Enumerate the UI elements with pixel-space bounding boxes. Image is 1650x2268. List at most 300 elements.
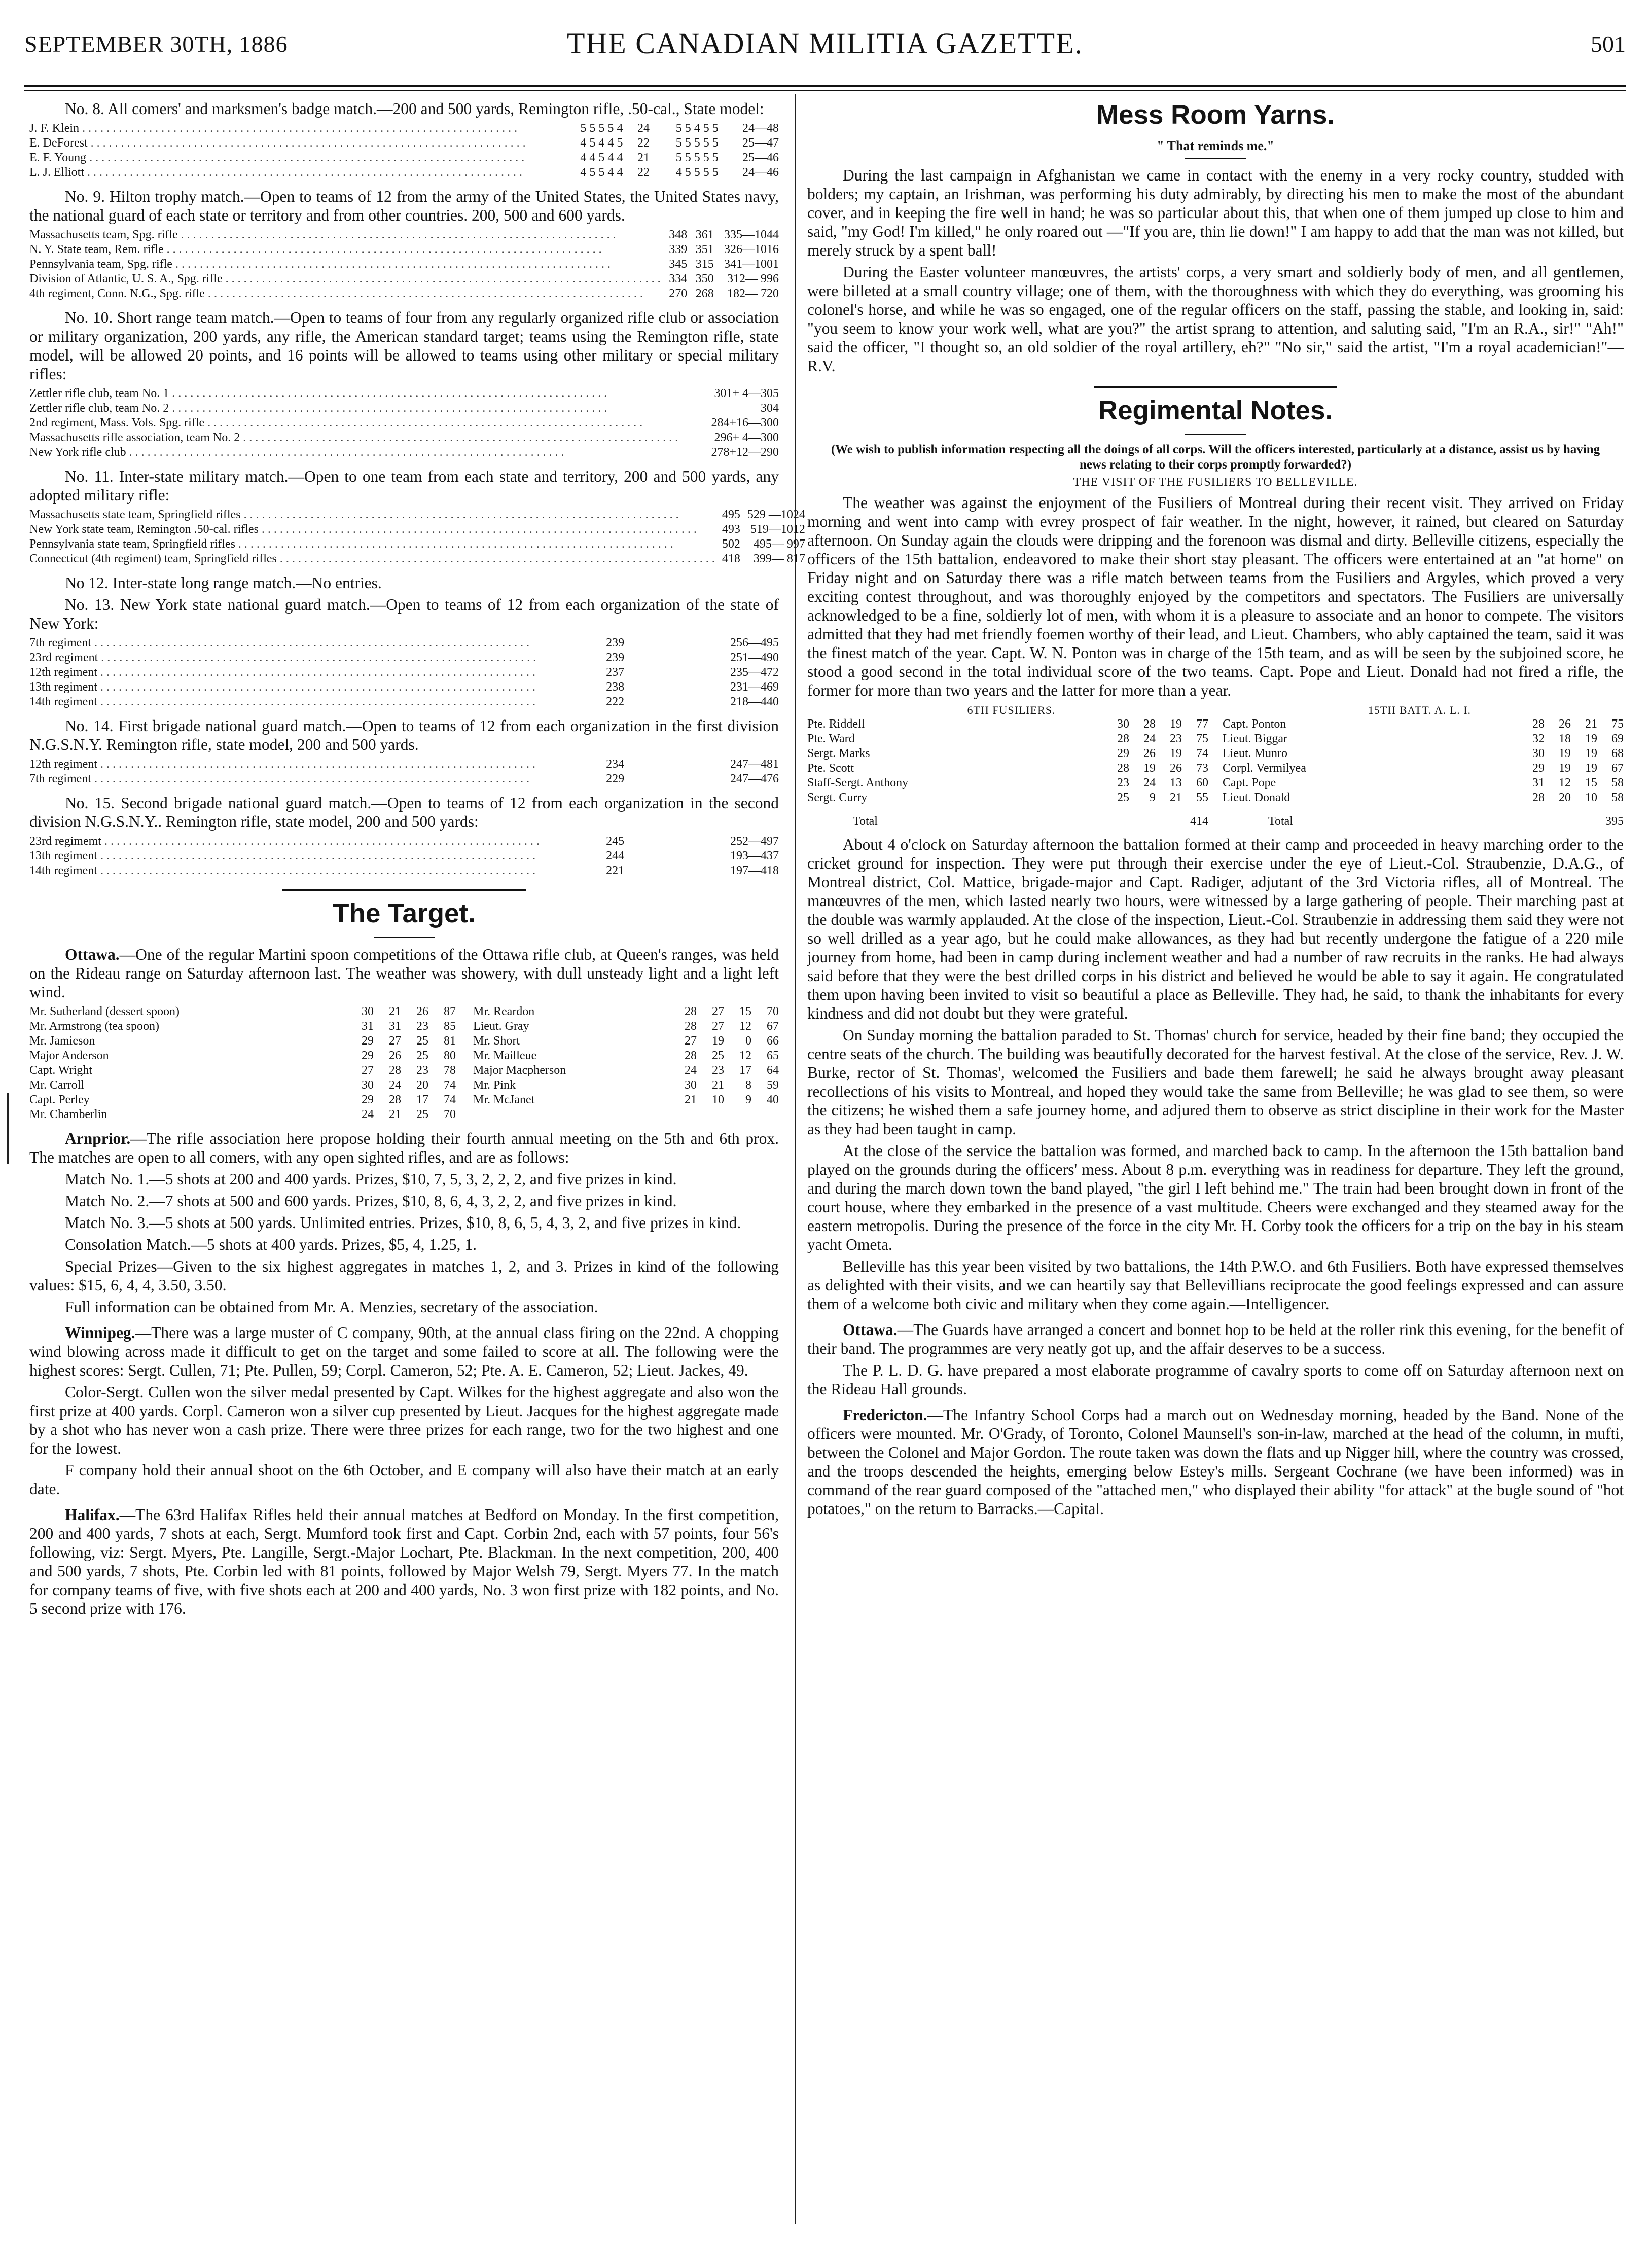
- score-cell: 23: [416, 1020, 428, 1033]
- table-row: [29, 1019, 779, 1034]
- paragraph-text: —There was a large muster of C company, 90th, at the annual class firing on the 22nd. A chopping wind blowing across made it difficult to get on the target and some failed to score at all. The following were the highest scores: Sergt. Cullen, 71; Pte. Pullen, 59; Corpl. Cameron, 52; Pte. A. E. Cameron, 52; Lieut. Jackes, 49.: [29, 1324, 779, 1379]
- total-cell: 231—469: [730, 680, 779, 694]
- shooter-name: Mr. Mailleue: [473, 1049, 537, 1062]
- total-cell: 301+ 4—305: [714, 387, 779, 400]
- total-cell: 341—1001: [724, 258, 779, 271]
- score-cell: 28: [1117, 732, 1129, 745]
- regiment-name: 23rd regimemt: [29, 835, 101, 848]
- belleville-match-scores: [807, 717, 1624, 829]
- issue-date: SEPTEMBER 30TH, 1886: [24, 31, 288, 57]
- ottawa-paragraph: [29, 945, 779, 1001]
- total-row: [1223, 805, 1624, 829]
- score-cell: 348: [669, 228, 688, 241]
- score-cell: 221: [606, 864, 625, 877]
- regiment-name: 13th regiment: [29, 849, 97, 862]
- score-cell: 12: [739, 1020, 751, 1033]
- total-cell: 182— 720: [727, 287, 779, 300]
- section-rule-short: [1185, 434, 1246, 435]
- score-cell: 12: [739, 1049, 751, 1062]
- score-cell: 25: [416, 1108, 428, 1121]
- match-9-table: [29, 228, 779, 301]
- section-rule-short: [374, 937, 435, 938]
- team-total: 395: [1605, 815, 1624, 828]
- score-cell: 4 5 5 4 4: [580, 166, 623, 179]
- score-cell: 5 5 4 5 5: [675, 122, 719, 135]
- shooter-name: Corpl. Vermilyea: [1223, 762, 1306, 775]
- shooter-name: Capt. Wright: [29, 1064, 92, 1077]
- table-row: [29, 121, 779, 136]
- shooter-name: Mr. Sutherland (dessert spoon): [29, 1005, 180, 1018]
- score-cell: 23: [1170, 732, 1182, 745]
- score-cell: 26: [416, 1005, 428, 1018]
- score-cell: 238: [606, 680, 625, 694]
- ottawa-guards-paragraph: [807, 1320, 1624, 1358]
- total-cell: 40: [767, 1093, 779, 1106]
- team-name: Connecticut (4th regiment) team, Springfield rifles: [29, 552, 277, 565]
- match-11-table: [29, 508, 805, 566]
- table-row: [1223, 776, 1624, 790]
- score-cell: 239: [606, 636, 625, 650]
- table-row: [29, 165, 779, 180]
- place-lead: Fredericton.: [843, 1406, 927, 1424]
- shooter-name: Capt. Ponton: [1223, 717, 1286, 731]
- score-cell: 15: [739, 1005, 751, 1018]
- score-cell: 345: [669, 258, 688, 271]
- total-cell: 87: [443, 1005, 456, 1018]
- table-row: [29, 636, 779, 651]
- total-cell: 75: [1611, 717, 1624, 731]
- score-cell: 4 5 5 5 5: [675, 166, 719, 179]
- paragraph-text: —The Infantry School Corps had a march out on Wednesday morning, headed by the Band. None of the officers were mounted. Mr. O'Grady, of Toronto, Colonel Maunsell's son-in-law, marched at the head of the column, in mufti, between the Colonel and Major Gordon. The route taken was down the flats and up Nigger hill, where the country was crossed, and the troops descended the heights, emerging below Estey's mills. Sergeant Cochrane (we have been informed) was in command of the rear guard composed of the "attached men," who displayed their ability "for attack" at the bugle sound of "hot potatoes," on the return to Barracks.—Capital.: [807, 1406, 1624, 1518]
- score-cell: 25: [416, 1034, 428, 1048]
- team-name: Pennsylvania team, Spg. rifle: [29, 258, 172, 271]
- match-13-intro: No. 13. New York state national guard match.—Open to teams of 12 from each organization of the state of New York:: [29, 596, 779, 632]
- score-cell: 30: [1117, 717, 1129, 731]
- left-column: [29, 99, 805, 1621]
- arnprior-paragraph: [29, 1129, 779, 1167]
- score-cell: 0: [745, 1034, 751, 1048]
- winnipeg-paragraph: [29, 1323, 779, 1380]
- match-11-intro: No. 11. Inter-state military match.—Open to one team from each state and territory, 200 and 500 yards, any adopted military rifle:: [29, 467, 779, 504]
- score-cell: 270: [669, 287, 688, 300]
- score-cell: 29: [1117, 747, 1129, 760]
- notes-paragraph-1: The weather was against the enjoyment of the Fusiliers of Montreal during their recent visit. They arrived on Friday morning and went into camp with evrey prospect of fair weather. In the night, however, it rained, but cleared on Saturday afternoon. On Sunday again the clouds were dripping and the forenoon was dismal and dirty. Belleville citizens, especially the officers of the 15th battalion, endeavored to make their short stay pleasant. The officers were entertained at an "at home" on Friday night and on Saturday there was a rifle match between teams from the Fusiliers and Argyles, which proved a very exciting contest throughout, and was thoroughly enjoyed by the competitors and spectators. The Fusiliers are universally acknowledged to be a fine, soldierly lot of men, with whom it is a pleasure to associate and an honor to compete. The visitors admitted that they had met friendly foemen worthy of their lead, and Lieut. Chambers, who ably captained the team, said it was the finest match of the year. Capt. W. N. Ponton was in charge of the 15th team, and as will be seen by the subjoined score, he stood a good second in the total individual score of the two teams. Capt. Pope and Lieut. Donald had not fired a rifle, the former for more than two years and the latter for more than a year.: [807, 494, 1624, 699]
- table-row: [807, 790, 1208, 805]
- regiment-name: 14th regiment: [29, 864, 97, 877]
- shooter-name: Pte. Scott: [807, 762, 854, 775]
- score-cell: 244: [606, 849, 625, 862]
- score-cell: 19: [1585, 747, 1597, 760]
- score-cell: 21: [388, 1005, 401, 1018]
- score-cell: 234: [606, 758, 625, 771]
- table-row: [29, 257, 779, 272]
- total-cell: 70: [767, 1005, 779, 1018]
- total-cell: 197—418: [730, 864, 779, 877]
- shooter-name: Major Macpherson: [473, 1064, 566, 1077]
- place-lead: Winnipeg.: [65, 1324, 135, 1342]
- table-row: [807, 732, 1208, 746]
- fredericton-paragraph: [807, 1406, 1624, 1518]
- section-rule: [1094, 386, 1337, 388]
- total-cell: 74: [1196, 747, 1208, 760]
- total-cell: 25—47: [742, 136, 779, 150]
- shooter-name: Pte. Riddell: [807, 717, 865, 731]
- shooter-name: Sergt. Marks: [807, 747, 870, 760]
- score-cell: 30: [685, 1078, 697, 1092]
- score-cell: 334: [669, 272, 688, 285]
- total-cell: 55: [1196, 791, 1208, 804]
- score-cell: 31: [361, 1020, 374, 1033]
- table-row: [29, 552, 805, 566]
- score-cell: 19: [1143, 762, 1156, 775]
- table-row: [29, 1049, 779, 1063]
- score-cell: 26: [388, 1049, 401, 1062]
- total-cell: 85: [443, 1020, 456, 1033]
- table-row: [29, 849, 779, 863]
- table-row: [29, 772, 779, 786]
- score-cell: 19: [1585, 762, 1597, 775]
- arnprior-match-1: Match No. 1.—5 shots at 200 and 400 yards. Prizes, $10, 7, 5, 3, 2, 2, 2, and five prizes in kind.: [65, 1170, 677, 1188]
- score-cell: 418: [722, 552, 740, 565]
- table-row: [807, 761, 1208, 776]
- place-lead: Ottawa.: [65, 946, 120, 963]
- table-row: [29, 651, 779, 665]
- score-cell: 19: [1559, 747, 1571, 760]
- score-cell: 24: [685, 1064, 697, 1077]
- score-cell: 19: [1585, 732, 1597, 745]
- score-cell: 28: [685, 1049, 697, 1062]
- total-cell: 58: [1611, 791, 1624, 804]
- section-heading-target: The Target.: [333, 898, 476, 928]
- score-cell: 350: [695, 272, 714, 285]
- score-cell: 229: [606, 772, 625, 785]
- total-label: Total: [1268, 815, 1293, 828]
- paragraph-text: —The rifle association here propose holding their fourth annual meeting on the 5th and 6th prox. The matches are open to all comers, with any open sighted rifles, and are as follows:: [29, 1130, 779, 1166]
- shooter-name: Mr. Carroll: [29, 1078, 84, 1092]
- score-cell: 26: [1559, 717, 1571, 731]
- mess-paragraph-1: During the last campaign in Afghanistan we came in contact with the enemy in a very rocky country, studded with bolders; my captain, an Irishman, was performing his duty admirably, by directing his men to make the most of the abundant cover, and in keeping the fire well in hand; he was so particular about this, that when one of them jumped up close to him and said, "my God! I'm killed," he only roared out —"If you are, thin lie down!" I am happy to add that the man was not killed, but merely struck by a spent ball!: [807, 166, 1624, 259]
- total-cell: 81: [443, 1034, 456, 1048]
- arnprior-consolation: Consolation Match.—5 shots at 400 yards. Prizes, $5, 4, 1.25, 1.: [65, 1236, 477, 1253]
- score-cell: 28: [685, 1020, 697, 1033]
- shooter-name: L. J. Elliott: [29, 166, 84, 179]
- page-header: [24, 26, 1626, 67]
- shooter-name: Lieut. Gray: [473, 1020, 529, 1033]
- score-cell: 12: [1559, 776, 1571, 789]
- total-cell: 64: [767, 1064, 779, 1077]
- score-cell: 10: [1585, 791, 1597, 804]
- header-rule-thin: [24, 90, 1626, 91]
- halifax-paragraph: [29, 1505, 779, 1618]
- score-cell: 28: [388, 1064, 401, 1077]
- total-cell: 519—1012: [750, 523, 805, 536]
- spoon-match-table: [29, 1004, 779, 1122]
- score-cell: 5 5 5 5 5: [675, 151, 719, 164]
- table-row: [1223, 761, 1624, 776]
- notes-paragraph-5: Belleville has this year been visited by two battalions, the 14th P.W.O. and 6th Fusiliers. Both have expressed themselves as delighted with their visits, and we can heartily say that Bellevillians reciprocate the good feelings expressed and can assure them of a welcome both civic and military when they come again.—Intelligencer.: [807, 1257, 1624, 1313]
- shooter-name: Staff-Sergt. Anthony: [807, 776, 909, 789]
- total-cell: 335—1044: [724, 228, 779, 241]
- table-row: [29, 522, 805, 537]
- page-number: 501: [1591, 31, 1626, 57]
- table-row: [29, 151, 779, 165]
- score-cell: 26: [1143, 747, 1156, 760]
- score-cell: 22: [637, 166, 650, 179]
- total-row: [807, 805, 1208, 829]
- table-row: [29, 228, 779, 242]
- table-row: [29, 1034, 779, 1049]
- score-cell: 20: [1559, 791, 1571, 804]
- score-cell: 239: [606, 651, 625, 664]
- score-cell: 25: [416, 1049, 428, 1062]
- total-cell: 65: [767, 1049, 779, 1062]
- ottawa-plda-paragraph: The P. L. D. G. have prepared a most elaborate programme of cavalry sports to come off on Saturday afternoon next on the Rideau Hall grounds.: [807, 1361, 1624, 1398]
- total-cell: 69: [1611, 732, 1624, 745]
- shooter-name: Mr. Short: [473, 1034, 520, 1048]
- team-heading: 15TH BATT. A. L. I.: [1368, 704, 1472, 716]
- match-12-text: No 12. Inter-state long range match.—No entries.: [65, 574, 382, 592]
- total-cell: 296+ 4—300: [714, 431, 779, 444]
- table-row: [29, 1004, 779, 1019]
- score-cell: 29: [361, 1034, 374, 1048]
- winnipeg-paragraph-2: Color-Sergt. Cullen won the silver medal presented by Capt. Wilkes for the highest aggregate and also won the first prize at 400 yards. Corpl. Cameron won a silver cup presented by Lieut. Jacques for the highest aggregate made by a shot who has never won a cash prize. There were three prizes for each range, two for the two highest and one for the lowest.: [29, 1383, 779, 1457]
- shooter-name: Major Anderson: [29, 1049, 109, 1062]
- score-cell: 245: [606, 835, 625, 848]
- total-cell: 59: [767, 1078, 779, 1092]
- editor-notice: (We wish to publish information respecting all the doings of all corps. Will the officers interested, particularly at a distance, assist us by having news relating to their corps promptly forwarded?): [831, 443, 1600, 472]
- total-cell: 68: [1611, 747, 1624, 760]
- score-cell: 23: [712, 1064, 724, 1077]
- total-cell: 66: [767, 1034, 779, 1048]
- score-cell: 27: [361, 1064, 374, 1077]
- score-cell: 13: [1170, 776, 1182, 789]
- score-cell: 19: [1170, 717, 1182, 731]
- score-cell: 21: [388, 1108, 401, 1121]
- score-cell: 24: [1143, 776, 1156, 789]
- score-cell: 10: [712, 1093, 724, 1106]
- score-cell: 222: [606, 695, 625, 708]
- score-cell: 29: [361, 1093, 374, 1106]
- score-cell: 15: [1585, 776, 1597, 789]
- notes-paragraph-4: At the close of the service the battalion was formed, and marched back to camp. In the afternoon the 15th battalion band played on the grounds during the officers' mess. About 8 p.m. everything was in readiness for departure. They left the ground, and during the march down town the band played, "the girl I left behind me." The train had been brought down in front of the court house, where they embarked in the presence of a vast multitude. Cheers were exchanged and they steamed away for the eastern metropolis. During the presence of the force in the city Mr. H. Corby took the officers for a trip on the bay in his steam yacht Ometa.: [807, 1142, 1624, 1253]
- score-cell: 339: [669, 243, 688, 256]
- match-10-table: [29, 386, 779, 460]
- score-cell: 31: [1532, 776, 1545, 789]
- score-cell: 19: [1559, 762, 1571, 775]
- table-row: [29, 1093, 779, 1107]
- shooter-name: Mr. Reardon: [473, 1005, 535, 1018]
- total-cell: 77: [1196, 717, 1208, 731]
- score-cell: 25: [712, 1049, 724, 1062]
- column-divider: [795, 94, 796, 2224]
- score-cell: 28: [1143, 717, 1156, 731]
- score-cell: 19: [1170, 747, 1182, 760]
- score-cell: 5 5 5 5 4: [580, 122, 623, 135]
- regiment-name: 7th regiment: [29, 636, 91, 650]
- total-cell: 74: [443, 1093, 456, 1106]
- total-cell: 80: [443, 1049, 456, 1062]
- match-14-intro: No. 14. First brigade national guard match.—Open to teams of 12 from each organization in the first division N.G.S.N.Y. Remington rifle, state model, 200 and 500 yards.: [29, 717, 779, 753]
- score-cell: 28: [388, 1093, 401, 1106]
- table-row: [29, 757, 779, 772]
- total-cell: 278+12—290: [711, 446, 779, 459]
- paragraph-text: —The Guards have arranged a concert and bonnet hop to be held at the roller rink this evening, for the benefit of their band. The programmes are very neatly got up, and the affair deserves to be a success.: [807, 1321, 1624, 1357]
- total-cell: 75: [1196, 732, 1208, 745]
- shooter-name: Capt. Perley: [29, 1093, 90, 1106]
- total-label: Total: [853, 815, 878, 828]
- score-cell: 19: [712, 1034, 724, 1048]
- shooter-name: Mr. Pink: [473, 1078, 516, 1092]
- regiment-name: 14th regiment: [29, 695, 97, 708]
- table-row: [29, 537, 805, 552]
- score-cell: 27: [388, 1034, 401, 1048]
- score-cell: 361: [695, 228, 714, 241]
- table-row: [1223, 717, 1624, 732]
- section-rule-short: [1185, 158, 1246, 159]
- score-cell: 17: [739, 1064, 751, 1077]
- mess-paragraph-2: During the Easter volunteer manœuvres, the artists' corps, a very smart and soldierly body of men, and all gentlemen, were billeted at a small country village; one of them, with the thoroughness with which they do everything, was grooming his colonel's horse, and while he was so engaged, one of the regular officers on the staff, passing the stable, and looking in, said: "you seem to know your work well, what are you?" the artist sprang to attention, and saluting said, "I'm an R.A., sir!" "Ah!" said the officer, "I thought so, an old soldier of the royal artillery, eh?" "No sir," said the artist, "I'm a royal academician!"—R.V.: [807, 263, 1624, 375]
- team-name: New York rifle club: [29, 446, 126, 459]
- score-cell: 27: [712, 1005, 724, 1018]
- score-cell: 23: [1117, 776, 1129, 789]
- score-cell: 27: [685, 1034, 697, 1048]
- battalion-scores: [1223, 717, 1624, 829]
- total-cell: 399— 817: [753, 552, 805, 565]
- score-cell: 28: [1532, 791, 1545, 804]
- place-lead: Ottawa.: [843, 1321, 898, 1339]
- arnprior-info: Full information can be obtained from Mr. A. Menzies, secretary of the association.: [65, 1298, 598, 1316]
- paragraph-text: —One of the regular Martini spoon competitions of the Ottawa rifle club, at Queen's ranges, was held on the Rideau range on Saturday afternoon last. The weather was showery, with dull unsteady light and a light left wind.: [29, 946, 779, 1001]
- table-row: [807, 776, 1208, 790]
- team-name: N. Y. State team, Rem. rifle: [29, 243, 164, 256]
- score-cell: 18: [1559, 732, 1571, 745]
- team-total: 414: [1190, 815, 1208, 828]
- fusiliers-scores: [807, 717, 1208, 829]
- score-cell: 9: [745, 1093, 751, 1106]
- score-cell: 21: [1585, 717, 1597, 731]
- total-cell: 252—497: [730, 835, 779, 848]
- total-cell: 25—46: [742, 151, 779, 164]
- table-row: [29, 386, 779, 401]
- team-name: Massachusetts rifle association, team No. 2: [29, 431, 240, 444]
- regiment-name: 7th regiment: [29, 772, 91, 785]
- shooter-name: Lieut. Biggar: [1223, 732, 1287, 745]
- match-15-table: [29, 834, 779, 878]
- match-14-table: [29, 757, 779, 786]
- score-cell: 29: [1532, 762, 1545, 775]
- arnprior-match-2: Match No. 2.—7 shots at 500 and 600 yards. Prizes, $10, 8, 6, 4, 3, 2, 2, and five prizes in kind.: [65, 1192, 677, 1210]
- winnipeg-paragraph-3: F company hold their annual shoot on the 6th October, and E company will also have their match at an early date.: [29, 1461, 779, 1498]
- score-cell: 30: [361, 1005, 374, 1018]
- section-rule: [282, 889, 526, 891]
- score-cell: 24: [637, 122, 650, 135]
- total-cell: 60: [1196, 776, 1208, 789]
- team-name: Zettler rifle club, team No. 2: [29, 402, 169, 415]
- score-cell: 237: [606, 666, 625, 679]
- shooter-name: Sergt. Curry: [807, 791, 868, 804]
- shooter-name: Capt. Pope: [1223, 776, 1276, 789]
- total-cell: 495— 997: [753, 537, 805, 551]
- score-cell: 315: [695, 258, 714, 271]
- section-heading-notes: Regimental Notes.: [1098, 395, 1333, 425]
- shooter-name: J. F. Klein: [29, 122, 80, 135]
- team-name: 2nd regiment, Mass. Vols. Spg. rifle: [29, 416, 205, 429]
- match-15-intro: No. 15. Second brigade national guard match.—Open to teams of 12 from each organization in the second division N.G.S.N.Y.. Remington rifle, state model, 200 and 500 yards:: [29, 794, 779, 831]
- score-cell: 495: [722, 508, 740, 521]
- team-name: Division of Atlantic, U. S. A., Spg. rifle: [29, 272, 223, 285]
- table-row: [29, 445, 779, 460]
- score-cell: 27: [712, 1020, 724, 1033]
- total-cell: 326—1016: [724, 243, 779, 256]
- table-row: [29, 1078, 779, 1093]
- total-cell: 247—476: [730, 772, 779, 785]
- team-name: Pennsylvania state team, Springfield rifles: [29, 537, 235, 551]
- table-row: [29, 136, 779, 151]
- table-row: [29, 695, 779, 709]
- table-row: [29, 1063, 779, 1078]
- arnprior-match-3: Match No. 3.—5 shots at 500 yards. Unlimited entries. Prizes, $10, 8, 6, 5, 4, 3, 2, and five prizes in kind.: [65, 1214, 741, 1232]
- score-cell: 29: [361, 1049, 374, 1062]
- table-row: [29, 1107, 779, 1122]
- score-cell: 24: [361, 1108, 374, 1121]
- table-row: [1223, 732, 1624, 746]
- table-row: [29, 416, 779, 430]
- notes-paragraph-3: On Sunday morning the battalion paraded to St. Thomas' church for service, headed by their fine band; they occupied the centre seats of the church. The building was beautifully decorated for the harvest festival. At the close of the service, Rev. J. W. Burke, rector of St. Thomas', welcomed the Fusiliers and bade them farewell; he said he always brought away pleasant recollections of his visits to Montreal, and hoped they would take the same from Belleville; he was glad to see them, so were the citizens; he wished them a safe journey home, and adjured them to observe as strict discipline in their work for the Master as they had been taught in camp.: [807, 1026, 1624, 1138]
- total-cell: 304: [761, 402, 779, 415]
- total-cell: 24—48: [742, 122, 779, 135]
- team-name: Massachusetts team, Spg. rifle: [29, 228, 178, 241]
- section-subheading: " That reminds me.": [1157, 138, 1274, 153]
- header-rule: [24, 85, 1626, 87]
- score-cell: 30: [361, 1078, 374, 1092]
- team-heading: 6TH FUSILIERS.: [967, 704, 1056, 716]
- shooter-name: Pte. Ward: [807, 732, 855, 745]
- score-cell: 24: [1143, 732, 1156, 745]
- table-row: [29, 665, 779, 680]
- score-cell: 22: [637, 136, 650, 150]
- regiment-name: 12th regiment: [29, 666, 97, 679]
- total-cell: 218—440: [730, 695, 779, 708]
- total-cell: 529 —1024: [747, 508, 805, 521]
- total-cell: 235—472: [730, 666, 779, 679]
- table-row: [29, 272, 779, 286]
- score-cell: 493: [722, 523, 740, 536]
- team-name: Massachusetts state team, Springfield rifles: [29, 508, 241, 521]
- table-row: [1223, 790, 1624, 805]
- total-cell: 284+16—300: [711, 416, 779, 429]
- score-cell: 21: [712, 1078, 724, 1092]
- score-cell: 21: [637, 151, 650, 164]
- match-team-headers: [807, 704, 1624, 717]
- arnprior-special: Special Prizes—Given to the six highest aggregates in matches 1, 2, and 3. Prizes in kind of the following values: $15, 6, 4, 4, 3.50, 3.50.: [29, 1257, 779, 1294]
- score-cell: 28: [1532, 717, 1545, 731]
- total-cell: 312— 996: [727, 272, 779, 285]
- score-cell: 25: [1117, 791, 1129, 804]
- score-cell: 31: [388, 1020, 401, 1033]
- score-cell: 5 5 5 5 5: [675, 136, 719, 150]
- table-row: [29, 286, 779, 301]
- match-13-table: [29, 636, 779, 709]
- publication-title: THE CANADIAN MILITIA GAZETTE.: [566, 27, 1084, 60]
- score-cell: 32: [1532, 732, 1545, 745]
- table-row: [807, 717, 1208, 732]
- table-row: [807, 746, 1208, 761]
- table-row: [29, 680, 779, 695]
- score-cell: 268: [695, 287, 714, 300]
- shooter-name: E. DeForest: [29, 136, 88, 150]
- score-cell: 30: [1532, 747, 1545, 760]
- total-cell: 251—490: [730, 651, 779, 664]
